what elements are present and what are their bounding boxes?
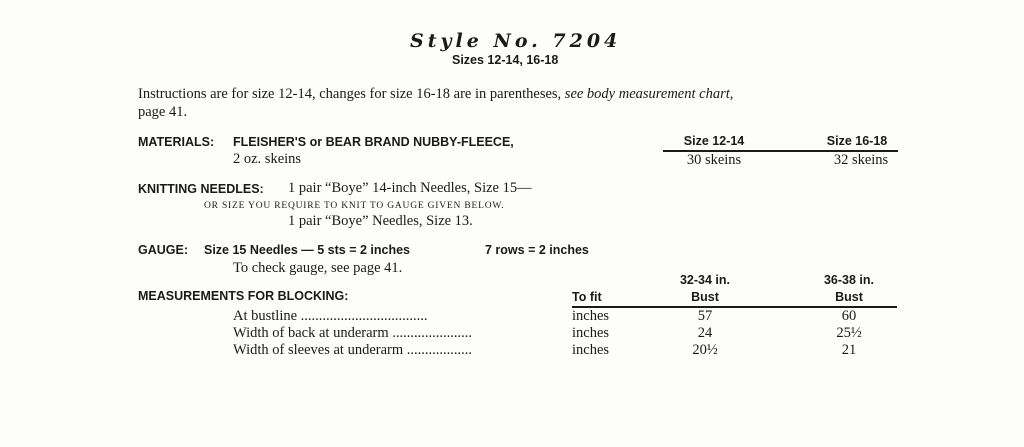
row-value-1: 24 <box>697 325 713 341</box>
intro-line-2: page 41. <box>138 104 188 120</box>
blocking-label: MEASUREMENTS FOR BLOCKING: <box>138 289 349 303</box>
blocking-col-1-sub: Bust <box>691 290 719 304</box>
intro-line-1 <box>138 86 733 103</box>
to-fit-header: To fit <box>572 290 602 304</box>
row-label: At bustline <box>233 308 298 324</box>
row-dots: ................................... <box>300 308 428 324</box>
intro-text: Instructions are for size 12-14, changes for size 16-18 are in parentheses, <box>138 86 565 102</box>
row-value-2: 25½ <box>836 325 862 341</box>
gauge-label: GAUGE: <box>138 243 188 257</box>
needles-label: KNITTING NEEDLES: <box>138 182 264 196</box>
row-unit: inches <box>572 342 610 358</box>
needles-line-2: OR SIZE YOU REQUIRE TO KNIT TO GAUGE GIVEN BELOW. <box>204 201 505 211</box>
page-title: Style No. 7204 <box>410 30 622 52</box>
row-value-1: 57 <box>697 308 713 324</box>
needles-line-1: 1 pair “Boye” 14-inch Needles, Size 15— <box>288 180 532 196</box>
table-row <box>233 342 472 359</box>
gauge-rows: 7 rows = 2 inches <box>485 243 589 257</box>
materials-unit: 2 oz. skeins <box>233 151 302 167</box>
size-header-2: Size 16-18 <box>826 134 888 148</box>
quantity-2: 32 skeins <box>833 152 889 168</box>
row-label: Width of back at underarm <box>233 325 389 341</box>
needles-line-3: 1 pair “Boye” Needles, Size 13. <box>288 213 473 229</box>
row-value-1: 20½ <box>692 342 718 358</box>
size-header-1: Size 12-14 <box>683 134 745 148</box>
sizes-subtitle: Sizes 12-14, 16-18 <box>452 53 559 67</box>
materials-name: FLEISHER'S or BEAR BRAND NUBBY-FLEECE, <box>233 135 514 149</box>
table-row <box>233 325 472 342</box>
blocking-col-2-sub: Bust <box>835 290 863 304</box>
row-label: Width of sleeves at underarm <box>233 342 404 358</box>
gauge-check: To check gauge, see page 41. <box>233 260 403 276</box>
row-unit: inches <box>572 308 610 324</box>
materials-label: MATERIALS: <box>138 135 215 149</box>
intro-italic: see body measurement chart, <box>564 86 734 102</box>
row-dots: ...................... <box>392 325 473 341</box>
row-value-2: 21 <box>841 342 857 358</box>
row-value-2: 60 <box>841 308 857 324</box>
row-unit: inches <box>572 325 610 341</box>
blocking-col-1-size: 32-34 in. <box>679 273 731 287</box>
row-dots: .................. <box>406 342 473 358</box>
gauge-stitches: Size 15 Needles — 5 sts = 2 inches <box>204 243 411 257</box>
blocking-col-2-size: 36-38 in. <box>823 273 875 287</box>
table-row <box>233 308 428 325</box>
quantity-1: 30 skeins <box>686 152 742 168</box>
